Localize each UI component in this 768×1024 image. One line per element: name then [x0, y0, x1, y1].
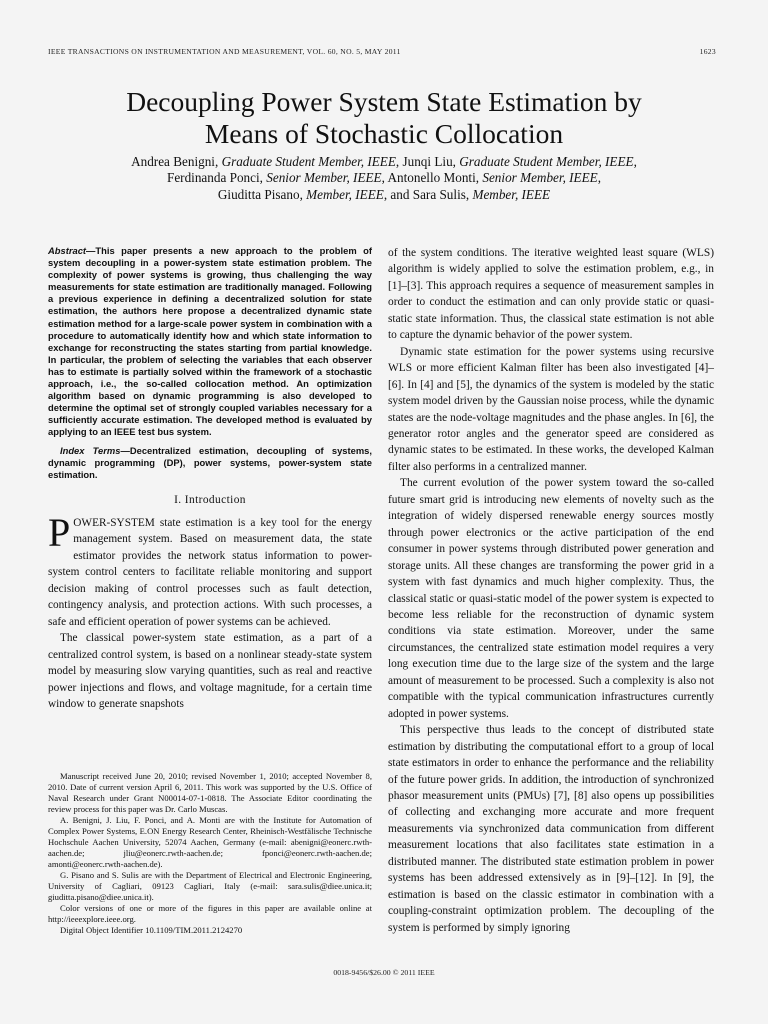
footnote-affiliation-1: A. Benigni, J. Liu, F. Ponci, and A. Monti are with the Institute for Automation of Complex Power Systems, E.ON Energy Research Center, Rheinisch-Westfälische Technische Hochschule Aachen University, 52074 Aachen, Germany (e-mail: abenigni@eonerc.rwth-aachen.de; jliu@eonerc.rwth-aachen.de; fponci@eonerc.rwth-aachen.de; amonti@eonerc.rwth-aachen.de). [48, 815, 372, 869]
author-membership: Senior Member, IEEE [266, 170, 382, 186]
footnote-affiliation-2: G. Pisano and S. Sulis are with the Department of Electrical and Electronic Engineering, University of Cagliari, 09123 Cagliari, Italy (e-mail: sara.sulis@diee.unica.it; giuditta.pisano@diee.unica.it). [48, 870, 372, 902]
copyright-footer: 0018-9456/$26.00 © 2011 IEEE [333, 968, 435, 977]
page-number: 1623 [699, 47, 716, 56]
right-paragraph-3: The current evolution of the power system toward the so-called future smart grid is introducing new elements of novelty such as the integration of widely dispersed renewable energy sources mostly through power electronics or the active participation of the end consumer in power systems through distributed power generation and storage units. All these changes are transforming the power grid in a system with fast dynamics and much higher complexity. Thus, the classical static or quasi-static model of the power system is expected to become less reliable for the reconstruction of dynamic system conditions via state estimation. Moreover, under the same circumstances, the centralized state estimation model requires a very long execution time due to the large size of the system and the large amount of measurement to be processed. Such a complexity is also not compatible with the typical communication infrastructures currently adopted in power systems. [388, 477, 714, 720]
author-line-1 [40, 154, 728, 170]
index-terms [48, 445, 372, 481]
journal-name: IEEE TRANSACTIONS ON INSTRUMENTATION AND MEASUREMENT, VOL. 60, NO. 5, MAY 2011 [48, 47, 401, 56]
intro-paragraph-2: The classical power-system state estimation, as a part of a centralized control system, is based on a nonlinear steady-state system model by measuring slow varying quantities, such as real and reactive power injections and flows, and voltage magnitude, for a certain time window to generate snapshots [48, 632, 372, 711]
author-membership: Graduate Student Member, IEEE [459, 154, 634, 169]
author-separator: , [597, 170, 602, 186]
abstract-lead: Abstract [48, 245, 87, 256]
index-terms-lead: Index Terms [60, 444, 121, 456]
author-name: , Antonello Monti, [381, 170, 483, 186]
author-membership: Member, IEEE [306, 186, 384, 202]
title-line-2: Means of Stochastic Collocation [204, 118, 564, 149]
index-terms-text: —Decentralized estimation, decoupling of systems, dynamic programming (DP), power systems, power-system state estimation. [48, 444, 372, 480]
section-heading-introduction: I. Introduction [174, 493, 246, 506]
author-membership: Senior Member, IEEE [482, 170, 598, 186]
footnote-color-figures: Color versions of one or more of the figures in this paper are available online at http://ieeexplore.ieee.org. [48, 903, 372, 924]
left-column [48, 245, 372, 713]
author-separator: , [633, 154, 637, 169]
author-membership: Graduate Student Member, IEEE [221, 154, 396, 169]
intro-paragraph-1 [48, 509, 372, 631]
abstract-text: —This paper presents a new approach to the problem of system decoupling in a power-system state estimation problem. The complexity of power systems is growing, thus challenging the way measurements for state estimation are traditionally managed. Following a previous experience in defining a decentralized solution for state estimation, the authors here propose a decentralized dynamic state estimation method for a large-scale power system in combination with a procedure to automatically identify how and which state information to exchange for reconstructing the states starting from partial knowledge. In particular, the problem of selecting the variables that each observer has to estimate is partially solved within the framework of a stochastic approach, i.e., the so-called collocation method. An optimization algorithm based on dynamic programming is also developed to determine the optimal set of strongly coupled variables necessary for a sufficiently accurate estimation. The developed method is evaluated by applying to an IEEE test bus system. [48, 245, 372, 438]
author-name: Giuditta Pisano, [217, 186, 307, 202]
footnote-manuscript: Manuscript received June 20, 2010; revised November 1, 2010; accepted November 8, 2010. Date of current version April 6, 2011. This work was supported by the U.S. Office of Naval Research under Grant N00014-07-1-0818. The Associate Editor coordinating the review process for this paper was Dr. Carlo Muscas. [48, 771, 372, 814]
author-name: Ferdinanda Ponci, [166, 170, 267, 186]
right-paragraph-2: Dynamic state estimation for the power systems using recursive WLS or more efficient Kalman filter has been also investigated [4]–[6]. In [4] and [5], the dynamics of the system is modeled by the static system model driven by the Gaussian noise process, while the dynamic states are the node-voltage magnitudes and the phase angles. In [6], the generator rotor angles and the generator speed are considered as dynamic states to be estimated. In these works, the developed Kalman filter also performs in a centralized manner. [388, 345, 714, 473]
author-name: , and Sara Sulis, [383, 186, 473, 202]
drop-cap: P [48, 509, 71, 555]
author-line-2 [40, 170, 728, 186]
right-paragraph-1: of the system conditions. The iterative weighted least square (WLS) algorithm is widely applied to solve the estimation problem, e.g., in [1]–[3]. This approach requires a sequence of measurement samples in order to conduct the estimation and can only provide static or quasi-static state information. Thus, the classical state estimation is not able to capture the dynamic behavior of the power system. [388, 247, 714, 342]
title-line-1: Decoupling Power System State Estimation by [126, 86, 642, 117]
footnotes [48, 771, 372, 936]
author-list [40, 154, 728, 203]
author-name: Andrea Benigni, [131, 154, 222, 169]
author-line-3 [40, 187, 728, 203]
running-header [48, 47, 716, 56]
right-paragraph-4: This perspective thus leads to the concept of distributed state estimation by distributing the computational effort to a group of local state estimators in order to enhance the performance and the reliability of the future power grids. In addition, the introduction of synchronized phasor measurement units (PMUs) [7], [8] also opens up possibilities of collecting and exchanging more accurate and more frequent measurements via synchronized data communication from different measurement locations that also facilitates state estimation in a distributed manner. The distributed state estimation problem in power systems has been addressed extensively as in [9]–[12]. In [9], the estimation is based on the classic estimator in combination with a coupling-constraint optimization problem. The decoupling of the system is performed by simply ignoring [388, 724, 714, 934]
intro-paragraph-1-text: OWER-SYSTEM state estimation is a key tool for the energy management system. Based on measurement data, the state estimator provides the network status information to power-system control centers to facilitate reliable monitoring and support decision making of control processes such as fault detection, contingency analysis, and protection actions. With such processes, a safe and efficient operation of power systems can be achieved. [48, 516, 372, 628]
author-membership: Member, IEEE [472, 186, 551, 202]
abstract [48, 245, 372, 439]
paper-title [40, 86, 728, 150]
author-name: , Junqi Liu, [395, 154, 460, 169]
right-column [388, 245, 714, 936]
footnote-doi: Digital Object Identifier 10.1109/TIM.2011.2124270 [60, 925, 243, 935]
